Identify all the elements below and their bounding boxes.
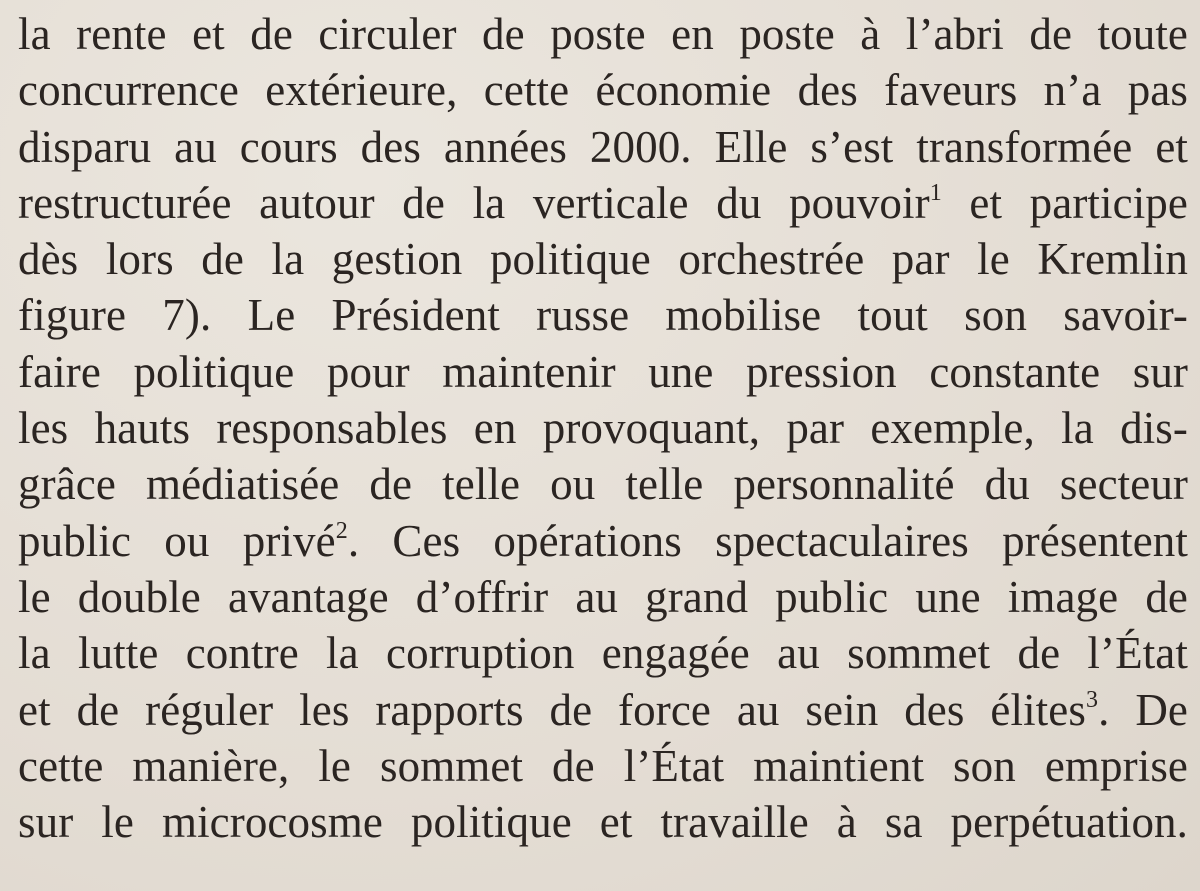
footnote-marker-1: 1 xyxy=(929,179,942,206)
text-line-3: disparu au cours des années 2000. Elle s’est transformée et xyxy=(18,121,1188,172)
text-line-11: le double avantage d’offrir au grand public une image de xyxy=(18,571,1188,622)
text-line-13: et de réguler les rapports de force au sein des élites$^3$. De xyxy=(18,684,1188,735)
text-line-7: faire politique pour maintenir une pression constante sur xyxy=(18,346,1188,397)
footnote-marker-3: 3 xyxy=(1085,686,1099,713)
text-line-2: concurrence extérieure, cette économie des faveurs n’a pas xyxy=(18,65,1188,116)
body-text xyxy=(18,6,1188,850)
text-line-4: restructurée autour de la verticale du pouvoir$^1$ et participe xyxy=(18,177,1188,228)
text-line-6: figure 7). Le Président russe mobilise tout son savoir- xyxy=(18,290,1188,341)
text-line-9: grâce médiatisée de telle ou telle personnalité du secteur xyxy=(18,459,1188,510)
text-line-8: les hauts responsables en provoquant, par exemple, la dis- xyxy=(18,403,1188,454)
text-line-1: la rente et de circuler de poste en poste à l’abri de toute xyxy=(18,9,1188,59)
text-line-10: public ou privé$^2$. Ces opérations spectaculaires présentent xyxy=(18,515,1188,566)
text-line-15: sur le microcosme politique et travaille à sa perpétuation. xyxy=(18,797,1188,848)
text-line-14: cette manière, le sommet de l’État maintient son emprise xyxy=(18,740,1188,791)
footnote-marker-2: 2 xyxy=(335,517,348,544)
text-line-12: la lutte contre la corruption engagée au sommet de l’État xyxy=(18,628,1188,679)
text-line-5: dès lors de la gestion politique orchestrée par le Kremlin xyxy=(18,234,1188,285)
